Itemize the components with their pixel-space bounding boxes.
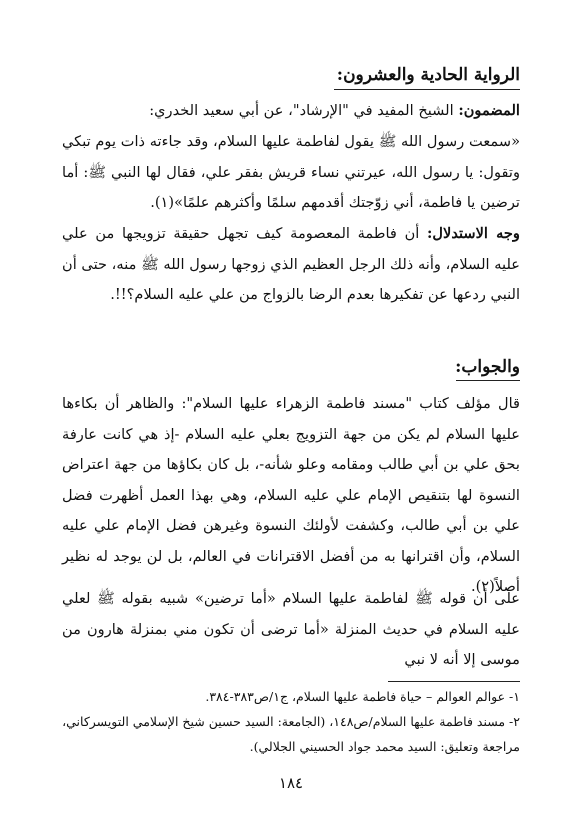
heading-underline — [334, 89, 520, 90]
footnote-separator — [388, 681, 520, 682]
hadith-paragraph: «سمعت رسول الله ﷺ يقول لفاطمة عليها السلام، وقد جاءته ذات يوم تبكي وتقول: يا رسول الله، عيرتني نساء قريش بفقر علي، فقال لها النبي ﷺ: أما ترضين يا فاطمة، أني زوّجتك أقدمهم سلمًا وأكثرهم علمًا»(١). — [62, 133, 520, 211]
answer-paragraph-1: قال مؤلف كتاب "مسند فاطمة الزهراء عليها السلام": والظاهر أن بكاءها عليها السلام لم يكن من جهة التزويج بعلي عليه السلام -إذ هي كانت عارفة بحق علي بن أبي طالب ومقامه وعلو شأنه-، بل كان بكاؤها من جهة اعتراض النسوة لها بتنقيص الإمام علي عليه السلام، وهي بهذا العمل أظهرت فضل علي بن أبي طالب، وكشفت لأولئك النسوة وغيرهن فضل الإمام علي عليه السلام، وأن اقترانها به من أفضل الاقترانات في العالم، بل لن يوجد له نظير أصلاً(٢). — [62, 395, 520, 595]
footnote-1: ١- عوالم العوالم – حياة فاطمة عليها السلام، ج١/ص٣٨٣-٣٨٤. — [205, 689, 520, 704]
content-paragraph — [62, 96, 520, 127]
page-number: ١٨٤ — [278, 774, 304, 792]
footnotes — [62, 684, 520, 759]
section-heading-answer: والجواب: — [455, 357, 520, 377]
section-heading-narration: الرواية الحادية والعشرون: — [336, 65, 520, 85]
answer-underline — [456, 380, 520, 381]
reasoning-text: أن فاطمة المعصومة كيف تجهل حقيقة تزويجها من علي عليه السلام، وأنه ذلك الرجل العظيم الذي زوجها رسول الله ﷺ منه، حتى أن النبي ردعها عن تفكيرها بعدم الرضا بالزواج من علي عليه السلام؟!!. — [62, 225, 520, 303]
footnote-2: ٢- مسند فاطمة عليها السلام/ص١٤٨، (الجامعة: السيد حسين شيخ الإسلامي التويسركاني، مراجعة وتعليق: السيد محمد جواد الحسيني الجلالي). — [62, 714, 520, 754]
content-text: الشيخ المفيد في "الإرشاد"، عن أبي سعيد الخدري: — [149, 102, 459, 119]
content-label: المضمون: — [458, 102, 520, 119]
reasoning-label: وجه الاستدلال: — [427, 225, 520, 242]
reasoning-paragraph — [62, 219, 520, 311]
answer-paragraph-2: على أن قوله ﷺ لفاطمة عليها السلام «أما ترضين» شبيه بقوله ﷺ لعلي عليه السلام في حديث المنزلة «أما ترضى أن تكون مني بمنزلة هارون من موسى إلا أنه لا نبي — [62, 590, 520, 668]
